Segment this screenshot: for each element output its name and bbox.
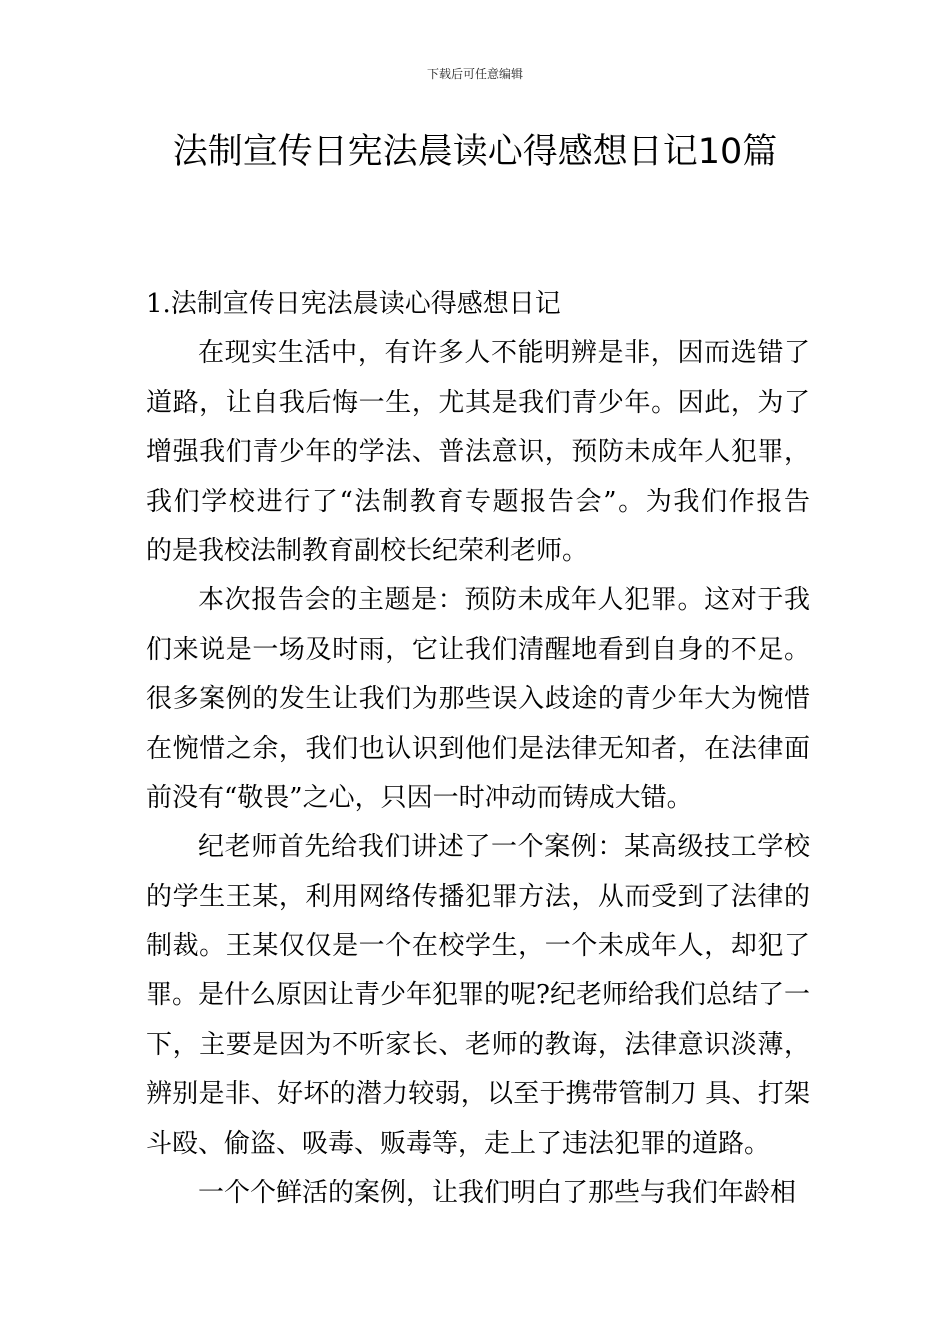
paragraph-line: 的是我校法制教育副校长纪荣利老师。 <box>146 535 589 566</box>
section-heading: 1.法制宣传日宪法晨读心得感想日记 <box>146 289 561 319</box>
paragraph-line: 们来说是一场及时雨，它让我们清醒地看到自身的不足。 <box>146 634 810 665</box>
paragraph-line: 一个个鲜活的案例，让我们明白了那些与我们年龄相 <box>198 1178 797 1209</box>
paragraph-line: 辨别是非、好坏的潜力较弱，以至于携带管制刀 具、打架 <box>146 1079 810 1110</box>
paragraph-line: 很多案例的发生让我们为那些误入歧途的青少年大为惋惜 <box>146 684 810 715</box>
paragraph <box>146 329 810 576</box>
paragraph-line: 斗殴、偷盗、吸毒、贩毒等，走上了违法犯罪的道路。 <box>146 1128 771 1159</box>
paragraph-line: 道路，让自我后悔一生，尤其是我们青少年。因此，为了 <box>146 387 810 418</box>
paragraph-line: 增强我们青少年的学法、普法意识，预防未成年人犯罪， <box>146 437 810 468</box>
paragraph <box>146 1169 810 1218</box>
paragraph-line: 罪。是什么原因让青少年犯罪的呢?纪老师给我们总结了一 <box>146 980 810 1011</box>
paragraph-list <box>146 329 810 1218</box>
paragraph-line: 制裁。王某仅仅是一个在校学生，一个未成年人，却犯了 <box>146 931 810 962</box>
paragraph-line: 本次报告会的主题是：预防未成年人犯罪。这对于我 <box>198 585 810 616</box>
paragraph-line: 我们学校进行了“法制教育专题报告会”。为我们作报告 <box>146 486 810 517</box>
document-body <box>146 280 810 1218</box>
paragraph <box>146 576 810 823</box>
paragraph-line: 下，主要是因为不听家长、老师的教诲，法律意识淡薄， <box>146 1029 810 1060</box>
paragraph-line: 在惋惜之余，我们也认识到他们是法律无知者，在法律面 <box>146 733 810 764</box>
paragraph-line: 的学生王某，利用网络传播犯罪方法，从而受到了法律的 <box>146 881 810 912</box>
paragraph <box>146 823 810 1169</box>
paragraph-line: 在现实生活中，有许多人不能明辨是非，因而选错了 <box>198 338 810 369</box>
header-note: 下载后可任意编辑 <box>426 67 523 81</box>
paragraph-line: 纪老师首先给我们讲述了一个案例：某高级技工学校 <box>198 832 810 863</box>
document-title: 法制宣传日宪法晨读心得感想日记10篇 <box>172 132 778 172</box>
paragraph-line: 前没有“敬畏”之心，只因一时冲动而铸成大错。 <box>146 782 693 813</box>
